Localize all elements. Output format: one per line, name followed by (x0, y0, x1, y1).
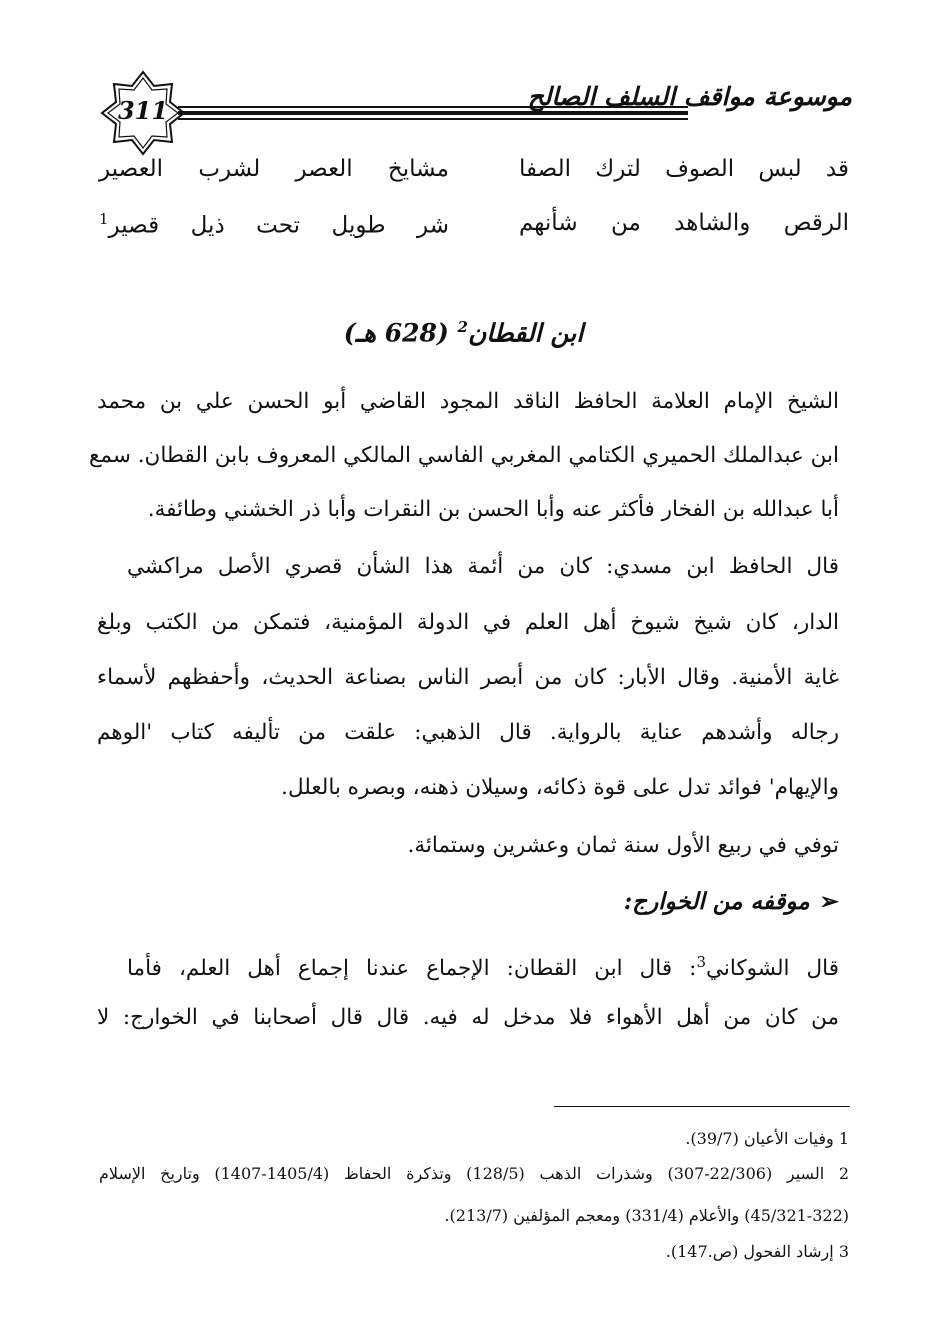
body-line: غاية الأمنية. وقال الأبار: كان من أبصر الناس بصناعة الحديث، وأحفظهم لأسماء (97, 665, 839, 690)
body-line: الشيخ الإمام العلامة الحافظ الناقد المجود القاضي أبو الحسن علي بن محمد (97, 389, 839, 414)
footnote: 3 إرشاد الفحول (ص.147). (665, 1242, 849, 1261)
body-line: أبا عبدالله بن الفخار فأكثر عنه وأبا الحسن بن النقرات وأبا ذر الخشني وطائفة. (147, 497, 839, 522)
subheading (97, 882, 839, 922)
body-line: توفي في ربيع الأول سنة ثمان وعشرين وستمائة. (407, 833, 839, 858)
verse-second-hemistich-text: شر طويل تحت ذيل قصير (108, 212, 449, 239)
section-title-name: ابن القطان (467, 318, 584, 348)
verse-second-hemistich: مشايخ العصر لشرب العصير (99, 156, 449, 182)
verse-first-hemistich: الرقص والشاهد من شأنهم (519, 210, 849, 236)
body-line: من كان من أهل الأهواء فلا مدخل له فيه. قال قال أصحابنا في الخوارج: لا (97, 1005, 839, 1030)
page-header (100, 70, 852, 160)
body-line: والإيهام' فوائد تدل على قوة ذكائه، وسيلان ذهنه، وبصره بالعلل. (281, 775, 839, 800)
arrow-bullet-icon: ➢ (819, 888, 839, 915)
body-line: قال الحافظ ابن مسدي: كان من أئمة هذا الشأن قصري الأصل مراكشي (127, 554, 839, 579)
footnote-ref: 3 (696, 953, 706, 971)
subheading-text: موقفه من الخوارج: (623, 888, 810, 915)
body-line: الدار، كان شيخ شيوخ أهل العلم في الدولة المؤمنية، فتمكن من الكتب وبلغ (97, 610, 839, 635)
poem-verse (99, 156, 849, 196)
poem-verse (99, 210, 849, 250)
page-number: 311 (117, 96, 169, 125)
series-title: موسوعة مواقف السلف الصالح (527, 82, 852, 111)
verse-first-hemistich: قد لبس الصوف لترك الصفا (519, 156, 849, 182)
body-line: رجاله وأشدهم عناية بالرواية. قال الذهبي: علقت من تأليفه كتاب 'الوهم (97, 720, 839, 745)
page-number-badge (100, 70, 186, 156)
footnote: 2 السير (22/306-307) وشذرات الذهب (128/5) وتذكرة الحفاظ (1405/4-1407) وتاريخ الإسلام (99, 1164, 850, 1183)
footnote: (45/321-322) والأعلام (331/4) ومعجم المؤلفين (213/7). (444, 1206, 849, 1225)
verse-second-hemistich (99, 210, 449, 239)
section-title (0, 318, 927, 347)
body-line: ابن عبدالملك الحميري الكتامي المغربي الفاسي المالكي المعروف بابن القطان. سمع (88, 443, 839, 468)
footnote: 1 وفيات الأعيان (39/7). (685, 1129, 849, 1148)
footnote-ref: 2 (457, 318, 468, 336)
quote-start: قال الشوكاني (705, 956, 839, 982)
body-line (127, 942, 839, 982)
footnote-separator (554, 1106, 850, 1107)
section-title-date: (628 هـ) (343, 318, 449, 348)
quote-rest: : قال ابن القطان: الإجماع عندنا إجماع أهل العلم، فأما (127, 956, 697, 982)
footnote-ref: 1 (99, 210, 109, 228)
